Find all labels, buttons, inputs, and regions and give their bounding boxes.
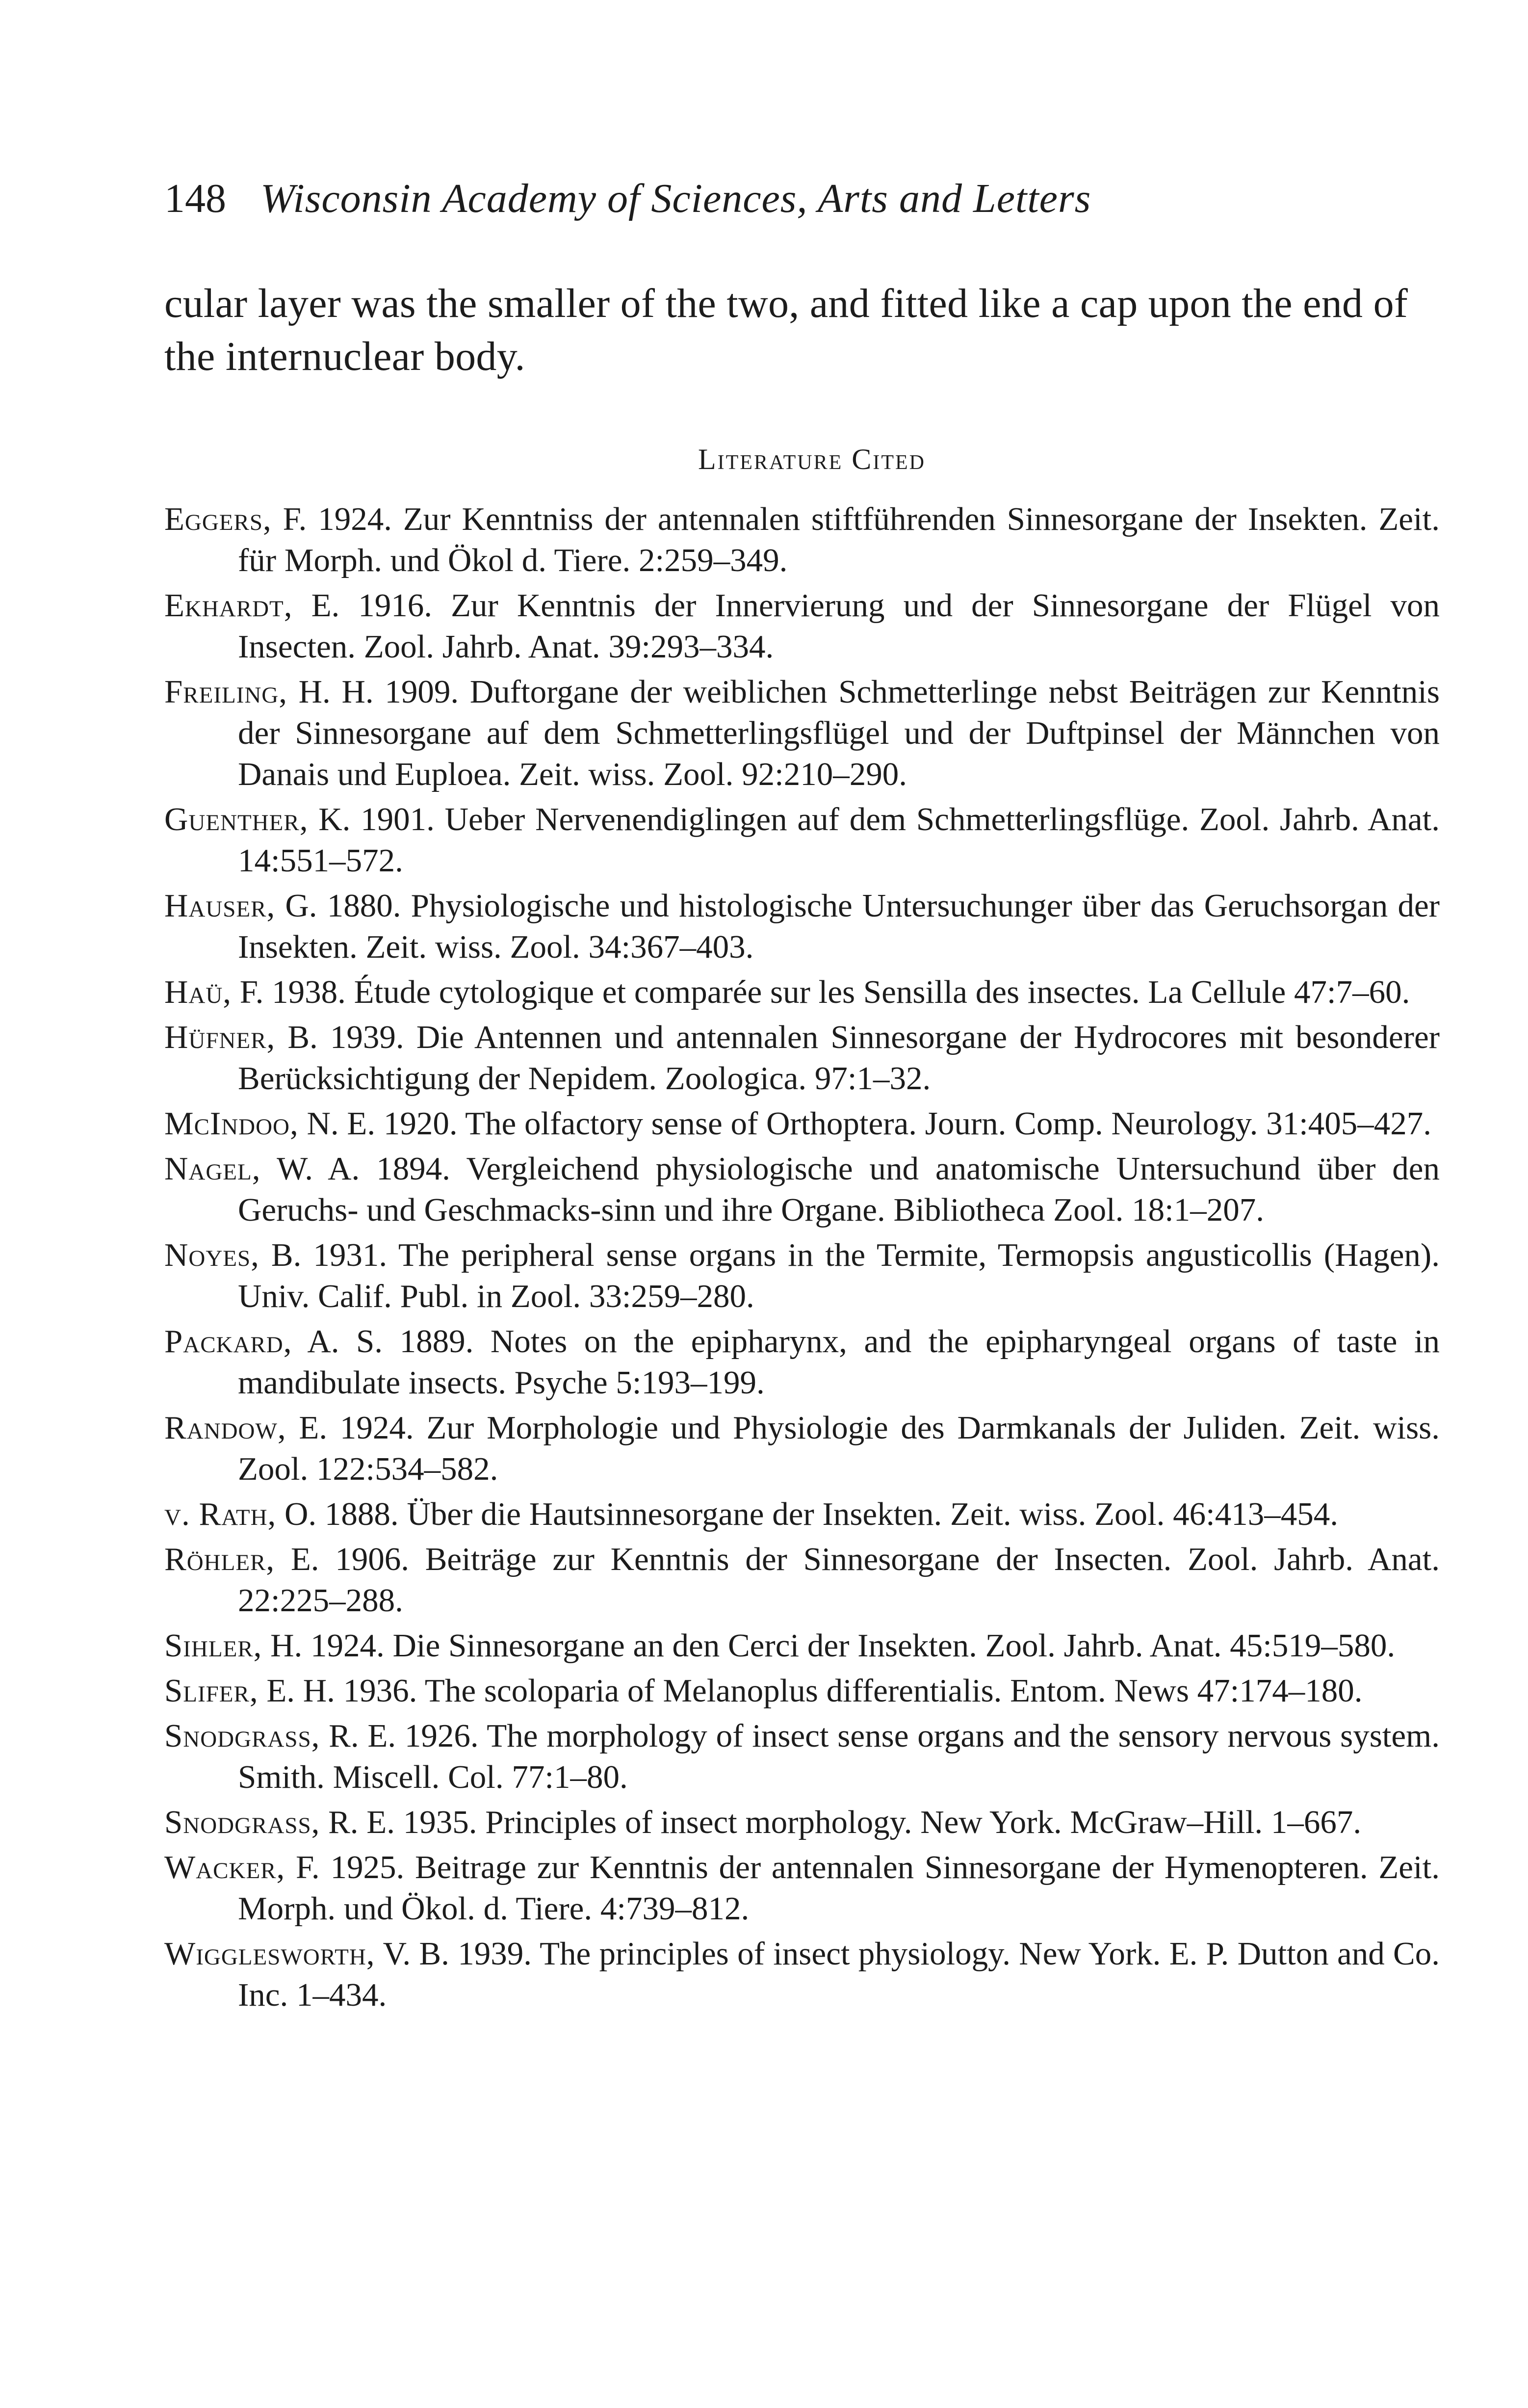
reference-entry: [164, 671, 1440, 795]
reference-author: Hüfner,: [164, 1019, 276, 1055]
reference-entry: [164, 1234, 1440, 1317]
reference-details: B. 1939. Die Antennen und antennalen Sinnesorgane der Hydrocores mit besonderer Berücksichtigung der Nepidem. Zoologica. 97:1–32.: [238, 1019, 1440, 1097]
reference-entry: [164, 1493, 1440, 1535]
page-number: 148: [164, 176, 226, 221]
reference-author: Röhler,: [164, 1541, 275, 1577]
reference-entry: [164, 1670, 1440, 1711]
reference-author: Noyes,: [164, 1237, 259, 1273]
reference-entry: [164, 1715, 1440, 1798]
reference-details: R. E. 1935. Principles of insect morphology. New York. McGraw–Hill. 1–667.: [320, 1804, 1362, 1840]
reference-details: E. 1916. Zur Kenntnis der Innervierung und der Sinnesorgane der Flügel von Insecten. Zool. Jahrb. Anat. 39:293–334.: [238, 587, 1440, 665]
continuation-paragraph: cular layer was the smaller of the two, and fitted like a cap upon the end of the internuclear body.: [164, 281, 1408, 379]
reference-details: W. A. 1894. Vergleichend physiologische und anatomische Untersuchund über den Geruchs- und Geschmacks-sinn und ihre Organe. Bibliotheca Zool. 18:1–207.: [238, 1151, 1440, 1228]
references-list: [164, 498, 1440, 2015]
reference-entry: [164, 971, 1440, 1013]
reference-details: E. 1906. Beiträge zur Kenntnis der Sinnesorgane der Insecten. Zool. Jahrb. Anat. 22:225–288.: [238, 1541, 1440, 1619]
reference-details: K. 1901. Ueber Nervenendiglingen auf dem Schmetterlingsflüge. Zool. Jahrb. Anat. 14:551–572.: [238, 801, 1440, 879]
reference-entry: [164, 498, 1440, 581]
document-page: [164, 174, 1440, 2019]
reference-details: H. 1924. Die Sinnesorgane an den Cerci der Insekten. Zool. Jahrb. Anat. 45:519–580.: [262, 1627, 1396, 1664]
reference-author: Snodgrass,: [164, 1804, 320, 1840]
reference-author: Randow,: [164, 1410, 286, 1446]
reference-details: H. H. 1909. Duftorgane der weiblichen Schmetterlinge nebst Beiträgen zur Kenntnis der Sinnesorgane auf dem Schmetterlingsflügel und der Duftpinsel der Männchen von Danais und Euploea. Zeit. wiss. Zool. 92:210–290.: [238, 674, 1440, 792]
reference-author: Packard,: [164, 1323, 292, 1360]
reference-details: F. 1924. Zur Kenntniss der antennalen stiftführenden Sinnesorgane der Insekten. Zeit. für Morph. und Ökol d. Tiere. 2:259–349.: [238, 501, 1440, 578]
reference-details: N. E. 1920. The olfactory sense of Orthoptera. Journ. Comp. Neurology. 31:405–427.: [298, 1105, 1432, 1142]
reference-details: V. B. 1939. The principles of insect physiology. New York. E. P. Dutton and Co. Inc. 1–434.: [238, 1936, 1440, 2013]
section-heading: Literature Cited: [698, 443, 926, 475]
reference-details: A. S. 1889. Notes on the epipharynx, and the epipharyngeal organs of taste in mandibulate insects. Psyche 5:193–199.: [238, 1323, 1440, 1401]
reference-author: Sihler,: [164, 1627, 262, 1664]
journal-title: Wisconsin Academy of Sciences, Arts and Letters: [260, 176, 1091, 221]
reference-author: Ekhardt,: [164, 587, 293, 624]
reference-details: R. E. 1926. The morphology of insect sense organs and the sensory nervous system. Smith. Miscell. Col. 77:1–80.: [238, 1718, 1440, 1795]
reference-author: v. Rath,: [164, 1496, 277, 1532]
reference-details: B. 1931. The peripheral sense organs in the Termite, Termopsis angusticollis (Hagen). Univ. Calif. Publ. in Zool. 33:259–280.: [238, 1237, 1440, 1314]
reference-entry: [164, 1407, 1440, 1490]
reference-details: F. 1938. Étude cytologique et comparée sur les Sensilla des insectes. La Cellule 47:7–60.: [232, 974, 1410, 1010]
reference-author: Wigglesworth,: [164, 1936, 375, 1972]
reference-author: Guenther,: [164, 801, 309, 838]
reference-author: Haü,: [164, 974, 232, 1010]
reference-entry: [164, 1539, 1440, 1621]
reference-entry: [164, 1933, 1440, 2015]
reference-author: Hauser,: [164, 888, 276, 924]
reference-entry: [164, 1321, 1440, 1403]
reference-entry: [164, 1802, 1440, 1843]
reference-author: Wacker,: [164, 1849, 285, 1885]
running-head: [164, 174, 1440, 223]
reference-entry: [164, 1625, 1440, 1666]
reference-entry: [164, 799, 1440, 881]
reference-author: Snodgrass,: [164, 1718, 320, 1754]
reference-entry: [164, 585, 1440, 667]
reference-author: McIndoo,: [164, 1105, 299, 1142]
reference-details: G. 1880. Physiologische und histologische Untersuchunger über das Geruchsorgan der Insekten. Zeit. wiss. Zool. 34:367–403.: [238, 888, 1440, 965]
reference-entry: [164, 1103, 1440, 1144]
reference-entry: [164, 1148, 1440, 1230]
reference-entry: [164, 1847, 1440, 1929]
reference-author: Eggers,: [164, 501, 272, 537]
reference-details: F. 1925. Beitrage zur Kenntnis der antennalen Sinnesorgane der Hymenopteren. Zeit. Morph. und Ökol. d. Tiere. 4:739–812.: [238, 1849, 1440, 1927]
reference-details: E. 1924. Zur Morphologie und Physiologie des Darmkanals der Juliden. Zeit. wiss. Zool. 122:534–582.: [238, 1410, 1440, 1487]
reference-author: Nagel,: [164, 1151, 261, 1187]
reference-entry: [164, 885, 1440, 968]
reference-entry: [164, 1017, 1440, 1099]
reference-details: E. H. 1936. The scoloparia of Melanoplus differentialis. Entom. News 47:174–180.: [258, 1673, 1363, 1709]
reference-details: O. 1888. Über die Hautsinnesorgane der Insekten. Zeit. wiss. Zool. 46:413–454.: [276, 1496, 1338, 1532]
reference-author: Slifer,: [164, 1673, 259, 1709]
reference-author: Freiling,: [164, 674, 287, 710]
